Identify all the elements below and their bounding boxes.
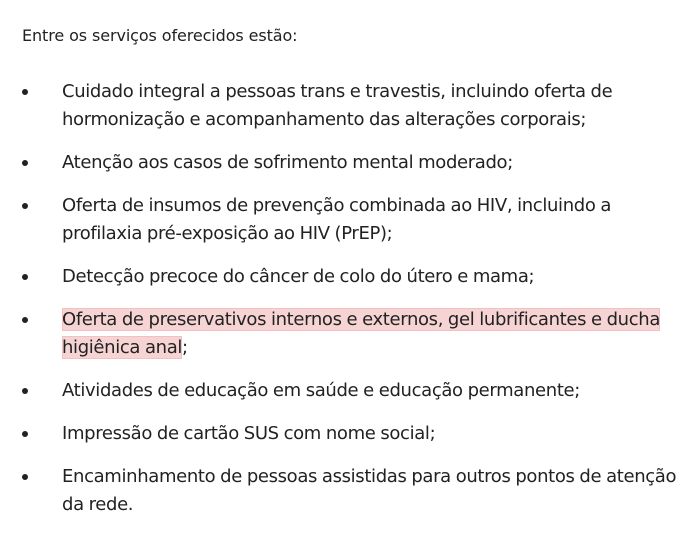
list-item-text-tail: ;	[182, 337, 188, 358]
bullet-icon	[22, 474, 28, 480]
list-item	[22, 192, 679, 248]
highlighted-text[interactable]: Oferta de preservativos internos e externos, gel lubrificantes e ducha higiênica anal	[62, 309, 661, 358]
bullet-icon	[22, 274, 28, 280]
list-item	[22, 78, 679, 134]
bullet-icon	[22, 317, 28, 323]
intro-text: Entre os serviços oferecidos estão:	[22, 26, 298, 45]
list-item-text: Detecção precoce do câncer de colo do útero e mama;	[62, 266, 535, 287]
list-item-text: Cuidado integral a pessoas trans e travestis, incluindo oferta de hormonização e acompanhamento das alterações corporais;	[62, 81, 613, 130]
bullet-icon	[22, 160, 28, 166]
list-item	[22, 420, 679, 448]
list-item	[22, 377, 679, 405]
bullet-icon	[22, 203, 28, 209]
list-item	[22, 149, 679, 177]
bullet-icon	[22, 89, 28, 95]
list-item-text: Atenção aos casos de sofrimento mental moderado;	[62, 152, 513, 173]
list-item-text: Impressão de cartão SUS com nome social;	[62, 423, 436, 444]
bullet-icon	[22, 431, 28, 437]
list-item-text: Encaminhamento de pessoas assistidas para outros pontos de atenção da rede.	[62, 466, 677, 515]
bullet-icon	[22, 388, 28, 394]
list-item-text: Oferta de insumos de prevenção combinada ao HIV, incluindo a profilaxia pré-exposição ao HIV (PrEP);	[62, 195, 612, 244]
list-item	[22, 263, 679, 291]
list-item-highlighted	[22, 306, 679, 362]
list-item-text: Atividades de educação em saúde e educação permanente;	[62, 380, 580, 401]
services-list	[22, 78, 679, 519]
list-item	[22, 463, 679, 519]
